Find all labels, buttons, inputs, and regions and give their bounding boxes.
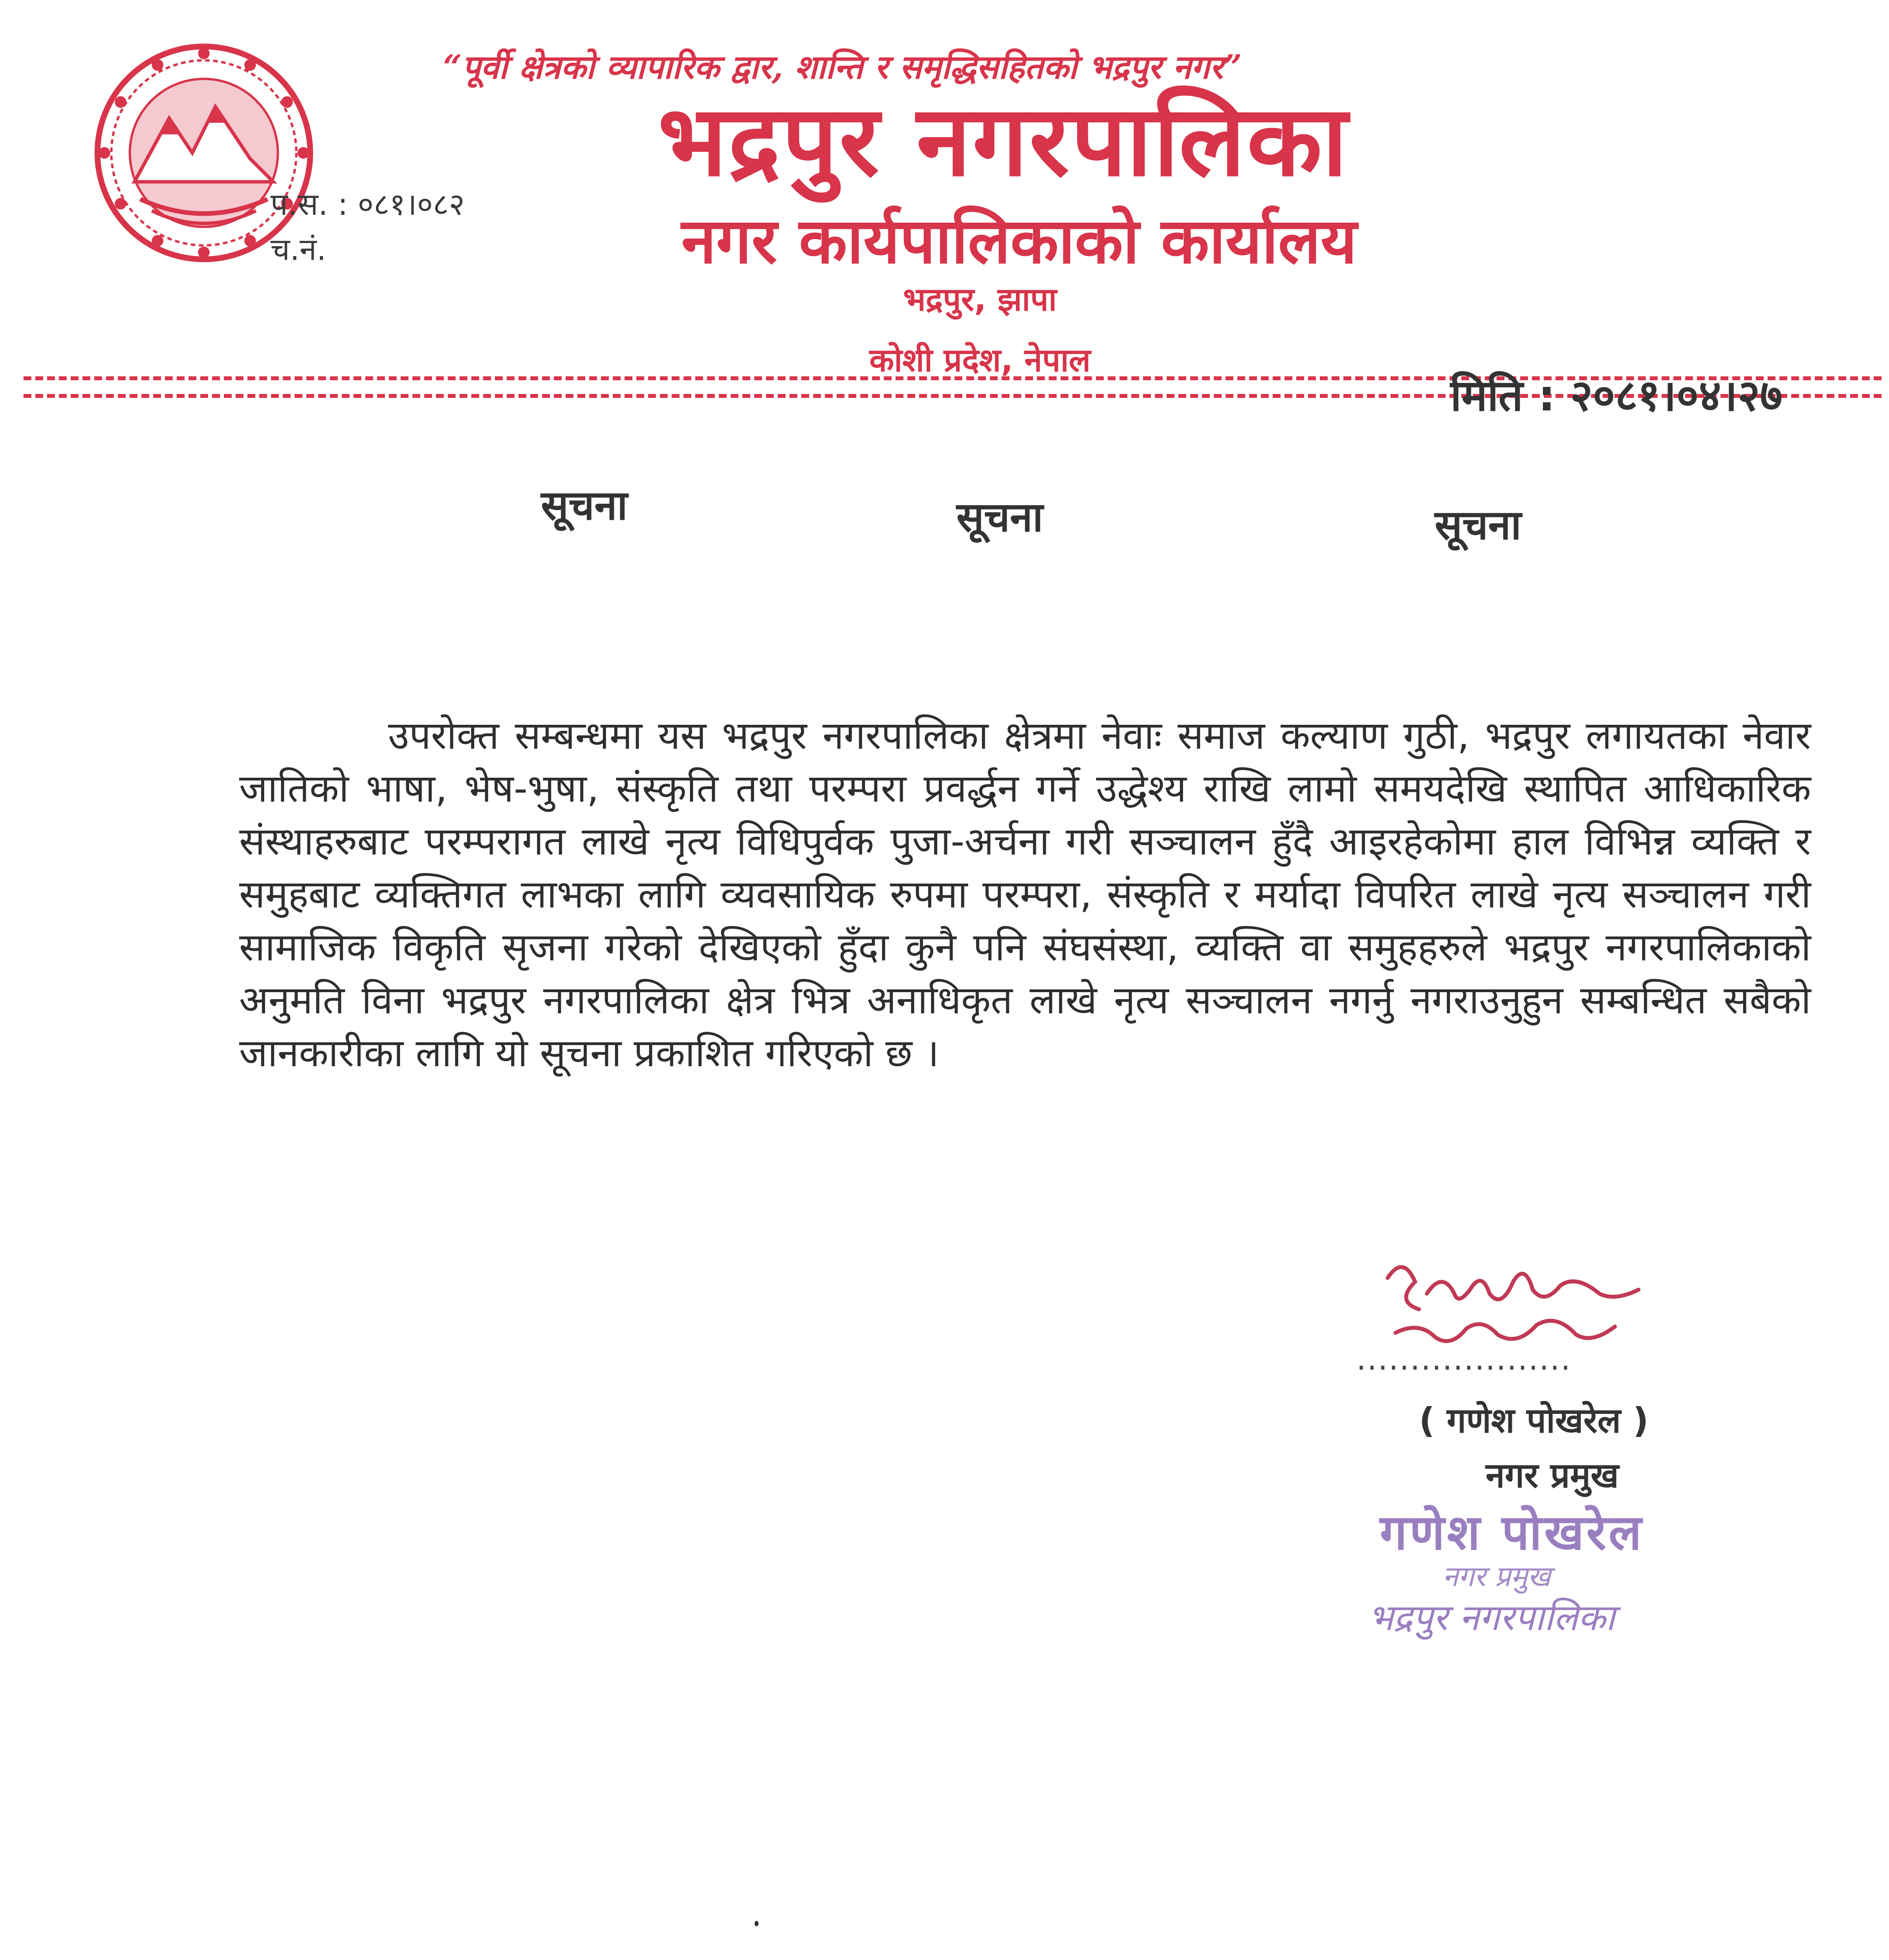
- reference-number: प.स. : ०८१।०८२: [270, 187, 465, 222]
- signatory-name: ( गणेश पोखरेल ): [1419, 1400, 1649, 1441]
- address-line-1: भद्रपुर, झापा: [903, 281, 1057, 318]
- address-line-2: कोशी प्रदेश, नेपाल: [869, 342, 1091, 379]
- document-date: मिति : २०८१।०४।२७: [1450, 370, 1783, 421]
- signature-line: ....................: [1356, 1341, 1571, 1377]
- scan-speck: [755, 1921, 759, 1926]
- office-subtitle: नगर कार्यपालिकाको कार्यालय: [681, 204, 1357, 278]
- dispatch-number-label: च.नं.: [270, 232, 327, 267]
- notice-heading-1: सूचना: [541, 481, 628, 529]
- municipality-title: भद्रपुर नगरपालिका: [658, 84, 1349, 198]
- notice-body: उपरोक्त सम्बन्धमा यस भद्रपुर नगरपालिका क्षेत्रमा नेवाः समाज कल्याण गुठी, भद्रपुर लगायतका नेवार जातिको भाषा, भेष-भुषा, संस्कृति तथा परम्परा प्रवर्द्धन गर्ने उद्धेश्य राखि लामो समयदेखि स्थापित आधिकारिक संस्थाहरुबाट परम्परागत लाखे नृत्य विधिपुर्वक पुजा-अर्चना गरी सञ्चालन हुँदै आइरहेकोमा हाल विभिन्न व्यक्ति र समुहबाट व्यक्तिगत लाभका लागि व्यवसायिक रुपमा परम्परा, संस्कृति र मर्यादा विपरित लाखे नृत्य सञ्चालन गरी सामाजिक विकृति सृजना गरेको देखिएको हुँदा कुनै पनि संघसंस्था, व्यक्ति वा समुहहरुले भद्रपुर नगरपालिकाको अनुमति विना भद्रपुर नगरपालिका क्षेत्र भित्र अनाधिकृत लाखे नृत्य सञ्चालन नगर्नु नगराउनुहुन सम्बन्धित सबैको जानकारीका लागि यो सूचना प्रकाशित गरिएको छ ।: [239, 713, 1811, 1076]
- stamp-role: नगर प्रमुख: [1443, 1560, 1551, 1593]
- header-motto: “पूर्वी क्षेत्रको व्यापारिक द्वार, शान्ति र समृद्धिसहितको भद्रपुर नगर”: [443, 47, 1242, 86]
- stamp-name: गणेश पोखरेल: [1380, 1504, 1644, 1561]
- notice-heading-3: सूचना: [1435, 501, 1522, 549]
- signatory-role: नगर प्रमुख: [1486, 1455, 1619, 1495]
- stamp-office: भद्रपुर नगरपालिका: [1368, 1597, 1615, 1639]
- notice-heading-2: सूचना: [956, 493, 1043, 541]
